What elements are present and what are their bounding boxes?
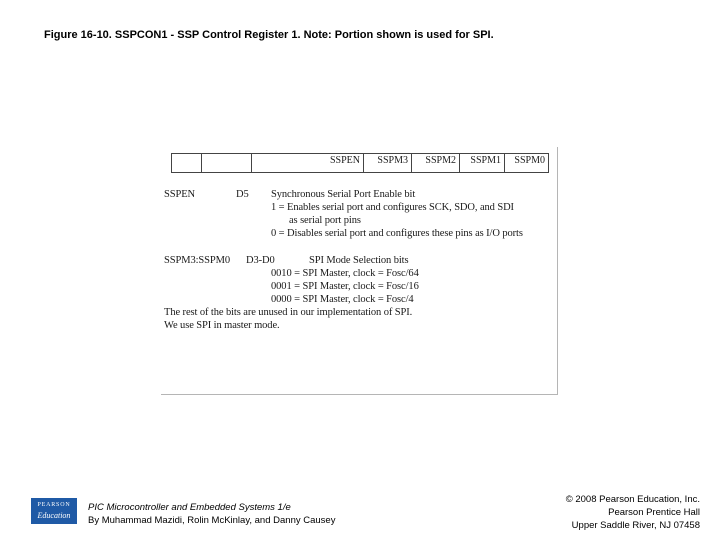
slide-title: Figure 16-10. SSPCON1 - SSP Control Register 1. Note: Portion shown is used for SPI. [44,29,494,41]
book-title: PIC Microcontroller and Embedded Systems 1/e [88,502,291,513]
register-cell-sspm3: SSPM3 [364,154,412,172]
sspen-description: Synchronous Serial Port Enable bit [271,189,416,200]
sspen-option-1-cont: as serial port pins [289,215,361,226]
sspm-option-0000: 0000 = SPI Master, clock = Fosc/4 [271,294,414,305]
copyright-line-3: Upper Saddle River, NJ 07458 [571,520,700,531]
pearson-logo [31,498,77,524]
unused-bits-note: The rest of the bits are unused in our implementation of SPI. [164,307,413,318]
sspm-bits: D3-D0 [246,255,275,266]
sspm-option-0001: 0001 = SPI Master, clock = Fosc/16 [271,281,419,292]
logo-text-bottom: Education [37,511,71,520]
sspen-label: SSPEN [164,189,196,200]
master-mode-note: We use SPI in master mode. [164,320,280,331]
register-cell-sspen: SSPEN [252,154,364,172]
register-bit-table [171,153,549,173]
logo-text-top: PEARSON [37,502,71,508]
register-cell-blank-2 [202,154,252,172]
sspen-option-0: 0 = Disables serial port and configures these pins as I/O ports [271,228,523,239]
register-cell-sspm1: SSPM1 [460,154,505,172]
register-cell-sspm2: SSPM2 [412,154,460,172]
book-authors: By Muhammad Mazidi, Rolin McKinlay, and Danny Causey [88,515,336,526]
sspm-label: SSPM3:SSPM0 [164,255,231,266]
sspen-option-1: 1 = Enables serial port and configures SCK, SDO, and SDI [271,202,514,213]
sspm-option-0010: 0010 = SPI Master, clock = Fosc/64 [271,268,419,279]
copyright-line-2: Pearson Prentice Hall [608,507,700,518]
register-cell-blank-1 [172,154,202,172]
register-figure [161,147,558,395]
copyright-line-1: © 2008 Pearson Education, Inc. [565,494,700,505]
sspm-description: SPI Mode Selection bits [309,255,409,266]
book-credit [88,501,335,527]
sspen-bit: D5 [236,189,249,200]
copyright-notice [566,493,700,532]
register-cell-sspm0: SSPM0 [514,155,545,166]
